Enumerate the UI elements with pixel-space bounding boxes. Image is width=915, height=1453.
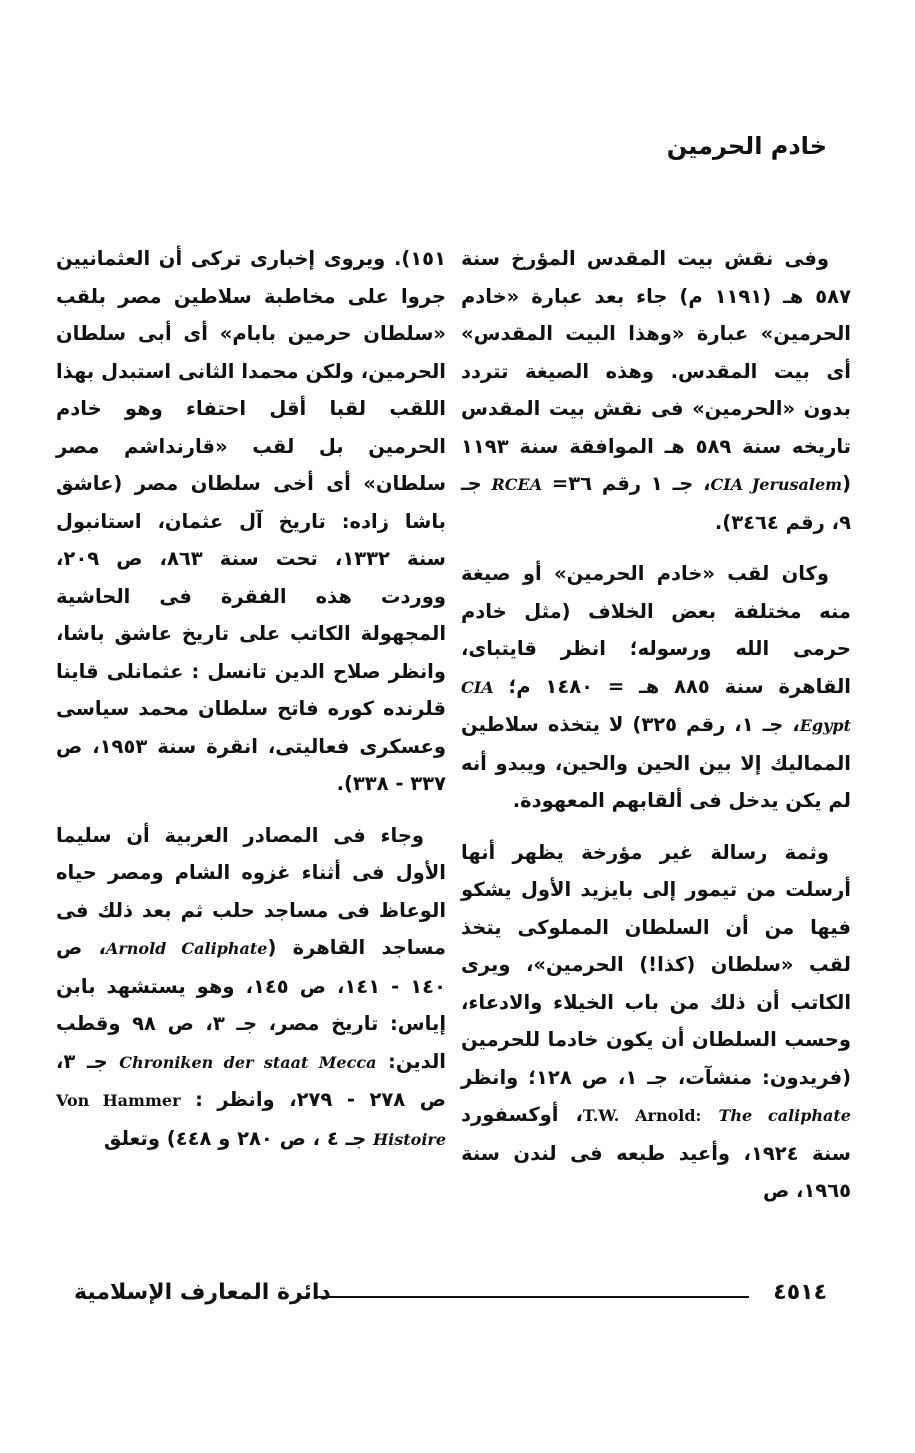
latin-citation: Histoire xyxy=(373,1129,446,1149)
page-number: ٤٥١٤ xyxy=(773,1280,827,1305)
text-run: وكان لقب «خادم الحرمين» أو صيغة منه مختلفة بعض الخلاف (مثل خادم حرمى الله ورسوله؛ انظر قايتباى، القاهرة سنة ٨٨٥ هـ = ١٤٨٠ م؛ xyxy=(461,562,851,698)
text-run: جـ ٣، ص ٢٧٨ - ٢٧٩، وانظر xyxy=(56,1049,446,1111)
text-run: جـ ٩، رقم ٣٤٦٤). xyxy=(461,472,851,534)
text-run: ، أوكسفورد سنة ١٩٢٤، وأعيد طبعه فى لندن سنة ١٩٦٥، ص xyxy=(461,1103,851,1202)
latin-citation: RCEA xyxy=(491,475,543,494)
body-paragraph xyxy=(56,240,446,803)
latin-citation: Arnold Caliphate xyxy=(105,939,268,958)
latin-citation: CIA Egypt xyxy=(461,677,851,735)
text-run: ، ص ١٤٠ - ١٤١، ص ١٤٥، وهو يستشهد بابن إياس: تاريخ مصر، جـ ٣، ص ٩٨ وقطب الدين: xyxy=(56,936,446,1073)
latin-citation: Chroniken der staat Mecca xyxy=(119,1052,377,1072)
text-run: ١٥١). ويروى إخبارى تركى أن العثمانيين جروا على مخاطبة سلاطين مصر بلقب «سلطان حرمين بابام» أى أبى سلطان الحرمين، ولكن محمدا الثانى استبدل بهذا اللقب لقبا أقل احتفاء وهو خادم الحرمين بل لقب «قارنداشم مصر سلطان» أى أخى سلطان مصر (عاشق باشا زاده: تاريخ آل عثمان، استانبول سنة ١٣٣٢، تحت سنة ٨٦٣، ص ٢٠٩، ووردت هذه الفقرة فى الحاشية المجهولة الكاتب على تاريخ عاشق باشا، وانظر صلاح الدين تانسل : عثمانلى قاينا قلرنده كوره فاتح سلطان محمد سياسى وعسكرى فعاليتى، انقرة سنة ١٩٥٣، ص ٣٣٧ - ٣٣٨). xyxy=(56,247,446,795)
text-run: ، جـ ١، رقم ٣٢٥) لا يتخذه سلاطين المماليك إلا بين الحين والحين، ويبدو أنه لم يكن يدخل فى ألقابهم المعهودة. xyxy=(461,713,851,812)
text-run: وجاء فى المصادر العربية أن سليما الأول فى أثناء غزوه الشام ومصر حياه الوعاظ فى مساجد حلب ثم بعد ذلك فى مساجد القاهرة ( xyxy=(56,823,447,959)
running-head-title: خادم الحرمين xyxy=(666,132,827,160)
text-run: جـ ٤ ، ص ٢٨٠ و ٤٤٨) وتعلق xyxy=(104,1126,374,1150)
right-column xyxy=(461,240,851,1224)
footer-rule xyxy=(314,1296,749,1298)
latin-citation: T.W. Arnold: xyxy=(582,1106,702,1125)
text-run: ، جـ ١ رقم ٣٦= xyxy=(542,472,711,495)
body-paragraph xyxy=(461,834,851,1210)
journal-title: دائرة المعارف الإسلامية xyxy=(74,1280,331,1305)
latin-citation: The caliphate xyxy=(718,1106,851,1125)
body-paragraph xyxy=(56,817,446,1159)
left-column xyxy=(56,240,446,1172)
latin-citation: CIA Jerusalem xyxy=(710,475,843,494)
text-run: : xyxy=(180,1088,203,1111)
body-paragraph xyxy=(461,555,851,820)
text-run xyxy=(701,1103,718,1126)
text-run: وثمة رسالة غير مؤرخة يظهر أنها أرسلت من تيمور إلى بايزيد الأول يشكو فيها من أن السلطان المملوكى يتخذ لقب «سلطان (كذا!) الحرمين»، ويرى الكاتب أن ذلك من باب الخيلاء والادعاء، وحسب السلطان أن يكون خادما للحرمين (فريدون: منشآت، جـ ١، ص ١٢٨؛ وانظر xyxy=(461,840,852,1089)
body-paragraph xyxy=(461,240,851,541)
latin-citation: Von Hammer xyxy=(56,1091,181,1110)
text-run: وفى نقش بيت المقدس المؤرخ سنة ٥٨٧ هـ (١١٩١ م) جاء بعد عبارة «خادم الحرمين» عبارة «وهذا البيت المقدس» أى بيت المقدس. وهذه الصيغة تتردد بدون «الحرمين» فى نقش بيت المقدس تاريخه سنة ٥٨٩ هـ الموافقة سنة ١١٩٣ ( xyxy=(461,247,851,495)
page-footer xyxy=(74,1280,827,1310)
